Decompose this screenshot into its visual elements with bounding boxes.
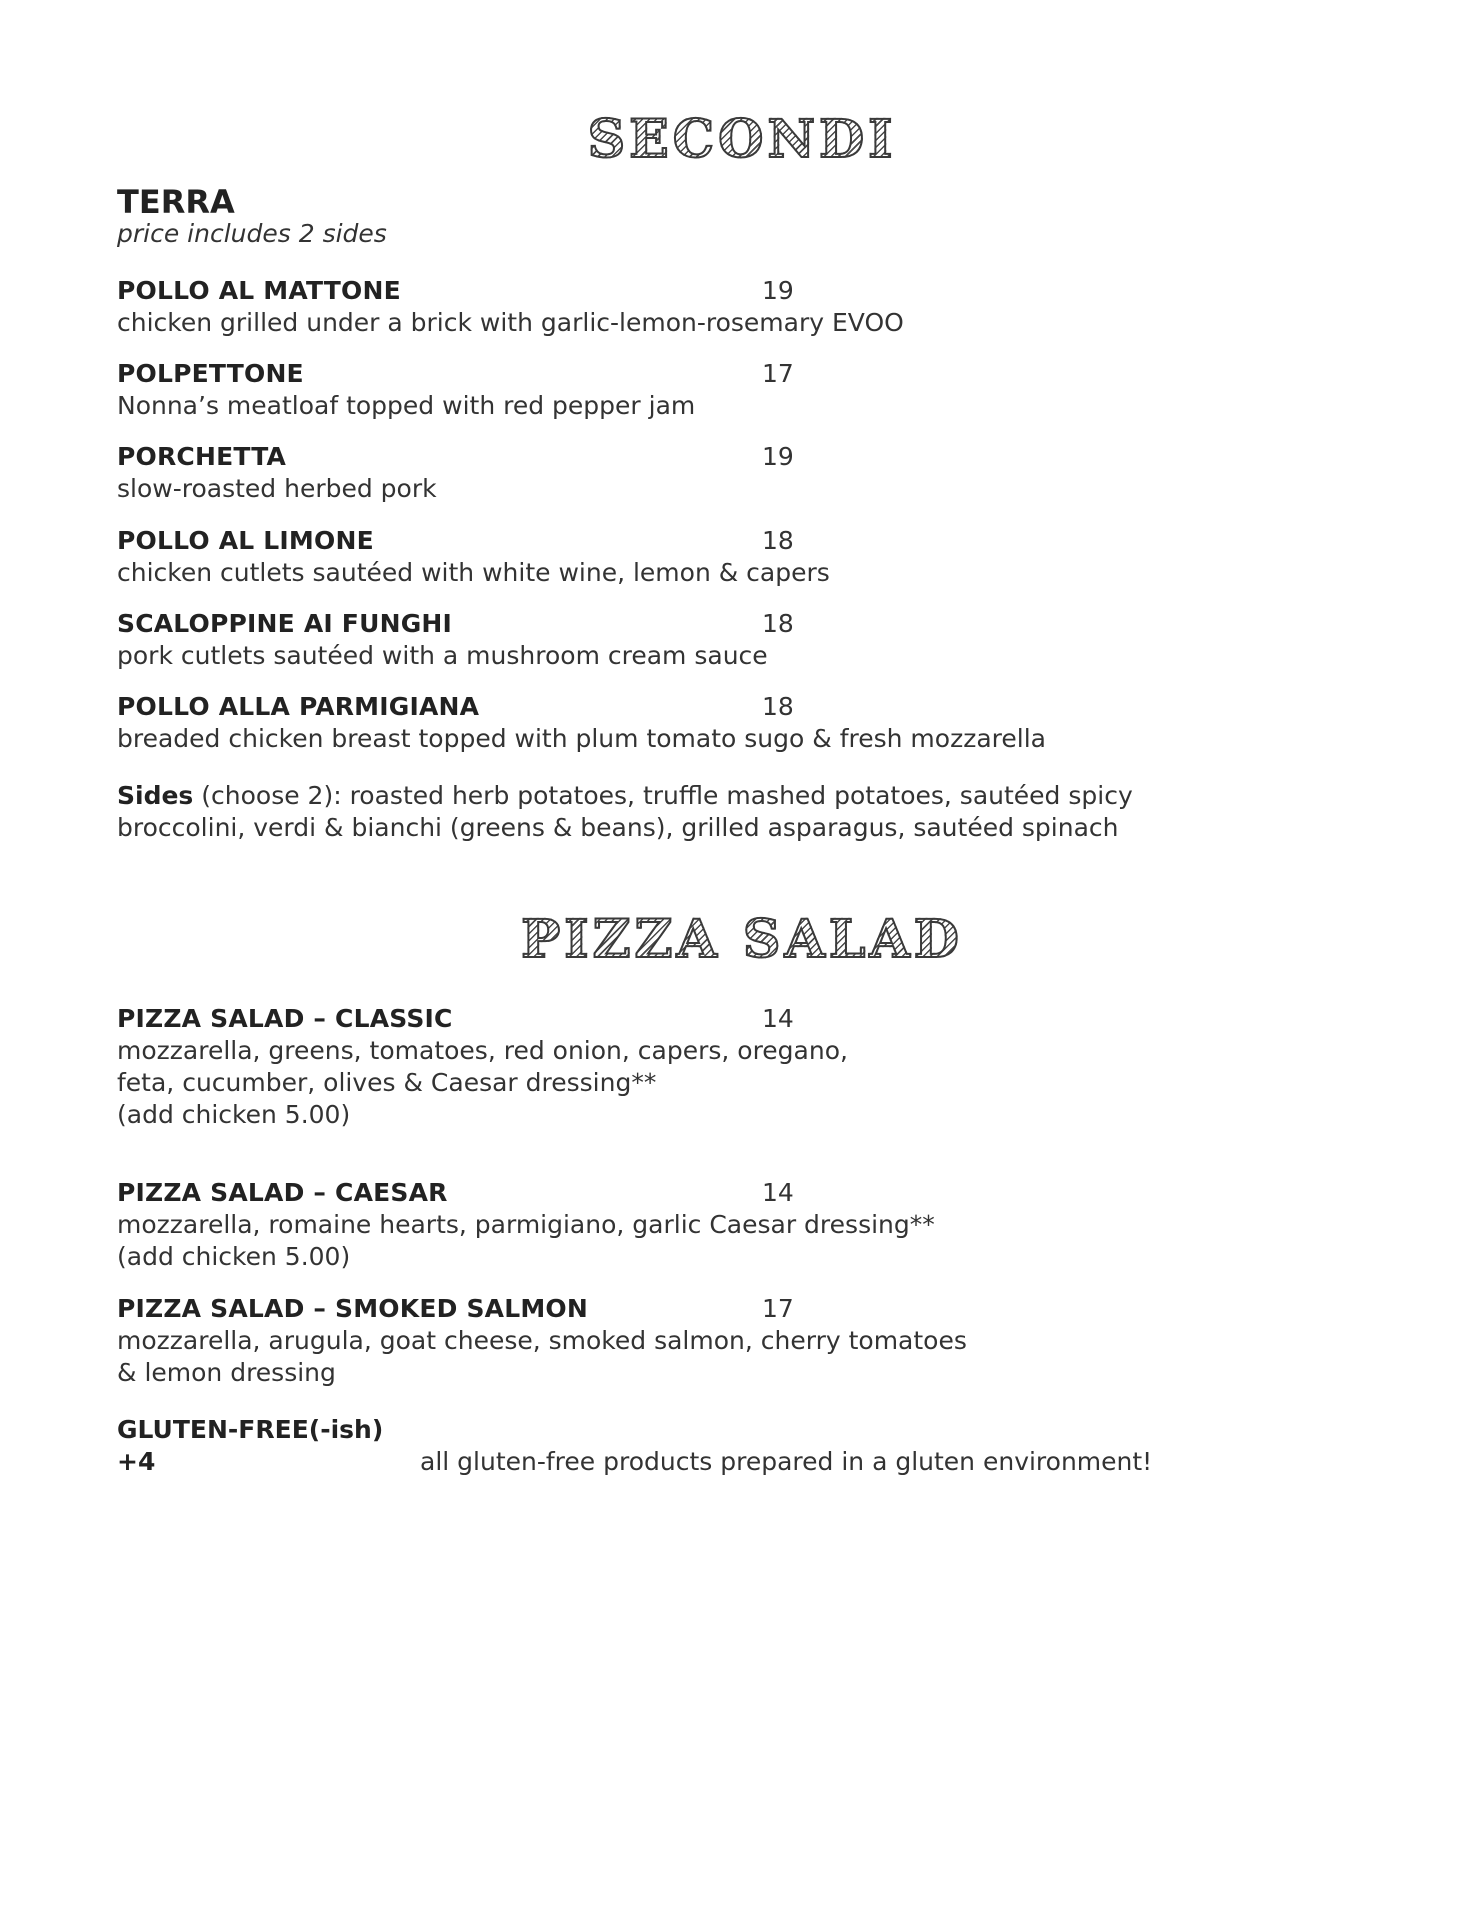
item-price: 17 (762, 359, 794, 388)
menu-item (117, 275, 1217, 339)
item-name: POLLO AL MATTONE (117, 276, 401, 305)
item-description: chicken cutlets sautéed with white wine, lemon & capers (117, 558, 830, 587)
item-description: breaded chicken breast topped with plum tomato sugo & fresh mozzarella (117, 724, 1046, 753)
item-name: PIZZA SALAD – CAESAR (117, 1178, 448, 1207)
menu-item (117, 358, 1217, 422)
item-name: PIZZA SALAD – CLASSIC (117, 1004, 453, 1033)
item-name: PIZZA SALAD – SMOKED SALMON (117, 1294, 589, 1323)
item-price: 18 (762, 526, 794, 555)
subsection-note: price includes 2 sides (117, 219, 387, 248)
menu-item (117, 441, 1217, 505)
item-price: 19 (762, 442, 794, 471)
gluten-free-note (117, 1414, 1397, 1478)
gluten-free-text: all gluten-free products prepared in a gluten environment! (420, 1447, 1153, 1476)
item-name: PORCHETTA (117, 442, 287, 471)
item-name: POLLO ALLA PARMIGIANA (117, 692, 480, 721)
item-name: POLLO AL LIMONE (117, 526, 374, 555)
item-name: POLPETTONE (117, 359, 304, 388)
gluten-free-label: GLUTEN-FREE(-ish) +4 (117, 1415, 384, 1476)
item-description: Nonna’s meatloaf topped with red pepper jam (117, 391, 696, 420)
item-description: chicken grilled under a brick with garlic-lemon-rosemary EVOO (117, 308, 904, 337)
sides-text: (choose 2): roasted herb potatoes, truffle mashed potatoes, sautéed spicy broccolini, verdi & bianchi (greens & beans), grilled asparagus, sautéed spinach (117, 781, 1133, 842)
item-description: slow-roasted herbed pork (117, 474, 437, 503)
item-price: 19 (762, 276, 794, 305)
item-description: mozzarella, arugula, goat cheese, smoked salmon, cherry tomatoes & lemon dressing (117, 1326, 967, 1387)
item-description: mozzarella, greens, tomatoes, red onion, capers, oregano, feta, cucumber, olives & Caesar dressing** (add chicken 5.00) (117, 1036, 848, 1129)
item-name: SCALOPPINE AI FUNGHI (117, 609, 453, 638)
menu-item (117, 1293, 1217, 1389)
item-price: 17 (762, 1294, 794, 1323)
menu-item (117, 691, 1217, 755)
sides-note (117, 780, 1217, 844)
menu-item (117, 1003, 1217, 1131)
menu-item (117, 525, 1217, 589)
section-title-secondi: SECONDI (0, 110, 1484, 170)
item-price: 18 (762, 692, 794, 721)
item-price: 14 (762, 1004, 794, 1033)
item-price: 18 (762, 609, 794, 638)
item-price: 14 (762, 1178, 794, 1207)
item-description: mozzarella, romaine hearts, parmigiano, garlic Caesar dressing** (add chicken 5.00) (117, 1210, 935, 1271)
menu-item (117, 1177, 1217, 1273)
menu-item (117, 608, 1217, 672)
subsection-title-terra: TERRA (117, 183, 235, 221)
sides-label: Sides (117, 781, 194, 810)
section-title-pizza-salad: PIZZA SALAD (0, 910, 1484, 970)
item-description: pork cutlets sautéed with a mushroom cream sauce (117, 641, 768, 670)
